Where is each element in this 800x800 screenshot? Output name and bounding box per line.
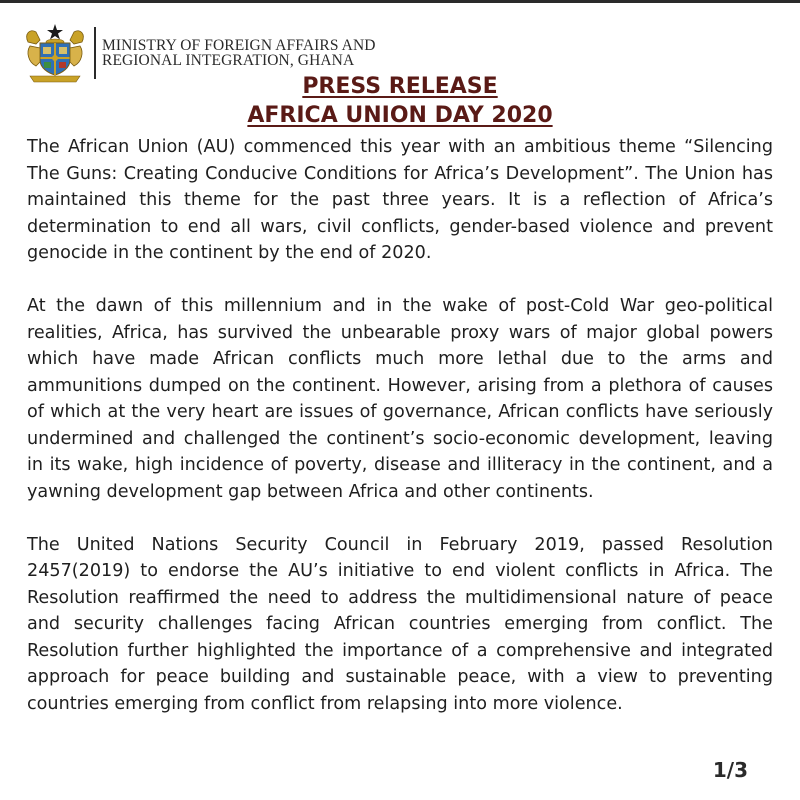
paragraph-2: At the dawn of this millennium and in the wake of post-Cold War geo-political realities, Africa, has survived the unbearable proxy wars of major global powers which have made African conflicts much more lethal due to the arms and ammunitions dumped on the continent. However, arising from a plethora of causes of which at the very heart are issues of governance, African conflicts have seriously undermined and challenged the continent’s socio-economic development, leaving in its wake, high incidence of poverty, disease and illiteracy in the continent, and a yawning development gap between Africa and other continents. [27,296,773,502]
press-release-body [27,134,773,744]
ministry-name-line1: MINISTRY OF FOREIGN AFFAIRS AND [102,37,376,54]
top-border [0,0,800,3]
event-title: AFRICA UNION DAY 2020 [247,103,553,128]
paragraph-1: The African Union (AU) commenced this year with an ambitious theme “Silencing The Guns: Creating Conducive Conditions for Africa’s Development”. The Union has maintained this theme for the past three years. It is a reflection of Africa’s determination to end all wars, civil conflicts, gender-based violence and prevent genocide in the continent by the end of 2020. [27,137,773,263]
title-block [0,72,800,130]
press-release-title: PRESS RELEASE [302,74,498,99]
ministry-name-line2: REGIONAL INTEGRATION, GHANA [102,52,355,69]
page-number: 1/3 [712,758,748,782]
paragraph-3: The United Nations Security Council in February 2019, passed Resolution 2457(2019) to endorse the AU’s initiative to end violent conflicts in Africa. The Resolution reaffirmed the need to address the multidimensional nature of peace and security challenges facing African countries emerging from conflict. The Resolution further highlighted the importance of a comprehensive and integrated approach for peace building and sustainable peace, with a view to preventing countries emerging from conflict from relapsing into more violence. [27,534,773,714]
ministry-name [102,38,376,68]
